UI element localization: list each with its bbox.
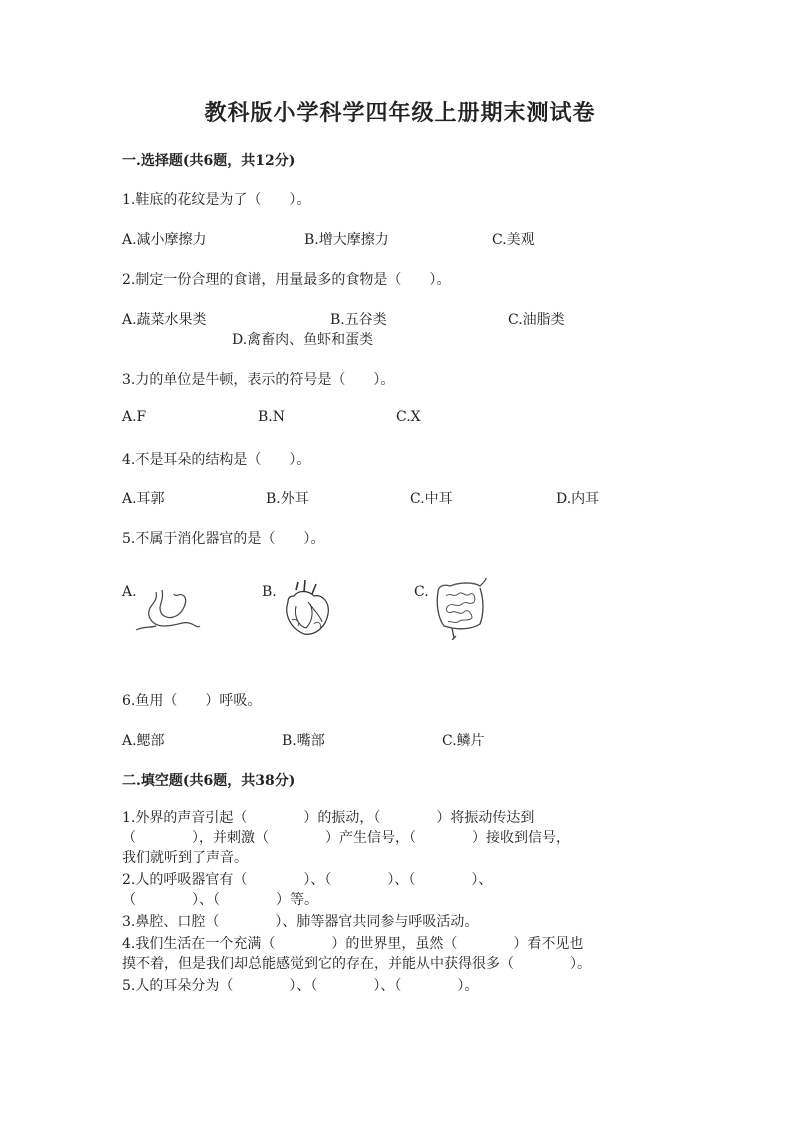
- q6-option-b: B.嘴部: [282, 733, 325, 749]
- stomach-icon: [134, 586, 204, 636]
- q3-option-c: C.X: [396, 409, 421, 425]
- fill-line-9: 5.人的耳朵分为（ ）、（ ）、（ ）。: [122, 978, 479, 994]
- q5-option-b: B.: [262, 584, 277, 600]
- intestine-icon: [432, 578, 488, 640]
- q2-option-b: B.五谷类: [330, 312, 387, 328]
- q2-option-a: A.蔬菜水果类: [122, 312, 207, 328]
- page-title: 教科版小学科学四年级上册期末测试卷: [204, 100, 596, 126]
- q2-option-c: C.油脂类: [508, 312, 565, 328]
- q1-option-b: B.增大摩擦力: [304, 232, 389, 248]
- q1-stem: 1.鞋底的花纹是为了（ ）。: [122, 192, 311, 208]
- q4-stem: 4.不是耳朵的结构是（ ）。: [122, 452, 311, 468]
- q4-option-c: C.中耳: [410, 491, 453, 507]
- q1-option-c: C.美观: [492, 232, 535, 248]
- q5-option-c: C.: [414, 584, 429, 600]
- fill-line-4: 2.人的呼吸器官有（ ）、（ ）、（ ）、: [122, 872, 493, 888]
- heart-icon: [278, 580, 334, 640]
- fill-line-8: 摸不着，但是我们却总能感觉到它的存在，并能从中获得很多（ ）。: [122, 956, 591, 972]
- q6-option-c: C.鳞片: [442, 733, 485, 749]
- q5-stem: 5.不属于消化器官的是（ ）。: [122, 531, 325, 547]
- q4-option-b: B.外耳: [266, 491, 309, 507]
- fill-line-7: 4.我们生活在一个充满（ ）的世界里，虽然（ ）看不见也: [122, 936, 584, 952]
- q6-option-a: A.鳃部: [122, 733, 165, 749]
- q6-stem: 6.鱼用（ ）呼吸。: [122, 693, 262, 709]
- section1-heading: 一.选择题(共6题，共12分): [122, 153, 296, 169]
- q1-option-a: A.减小摩擦力: [122, 232, 207, 248]
- q3-option-a: A.F: [122, 409, 147, 425]
- q4-option-d: D.内耳: [556, 491, 600, 507]
- fill-line-1: 1.外界的声音引起（ ）的振动，（ ）将振动传达到: [122, 810, 535, 826]
- q2-stem: 2.制定一份合理的食谱，用量最多的食物是（ ）。: [122, 272, 451, 288]
- fill-line-3: 我们就听到了声音。: [122, 850, 248, 866]
- q3-stem: 3.力的单位是牛顿，表示的符号是（ ）。: [122, 372, 395, 388]
- section2-heading: 二.填空题(共6题，共38分): [122, 773, 296, 789]
- q4-option-a: A.耳郭: [122, 491, 165, 507]
- q3-option-b: B.N: [258, 409, 285, 425]
- fill-line-2: （ ），并刺激（ ）产生信号，（ ）接收到信号，: [122, 830, 570, 846]
- q2-option-d: D.禽畜肉、鱼虾和蛋类: [232, 332, 374, 348]
- fill-line-5: （ ）、（ ）等。: [122, 892, 318, 908]
- fill-line-6: 3.鼻腔、口腔（ ）、肺等器官共同参与呼吸活动。: [122, 914, 479, 930]
- q5-option-a: A.: [122, 584, 137, 600]
